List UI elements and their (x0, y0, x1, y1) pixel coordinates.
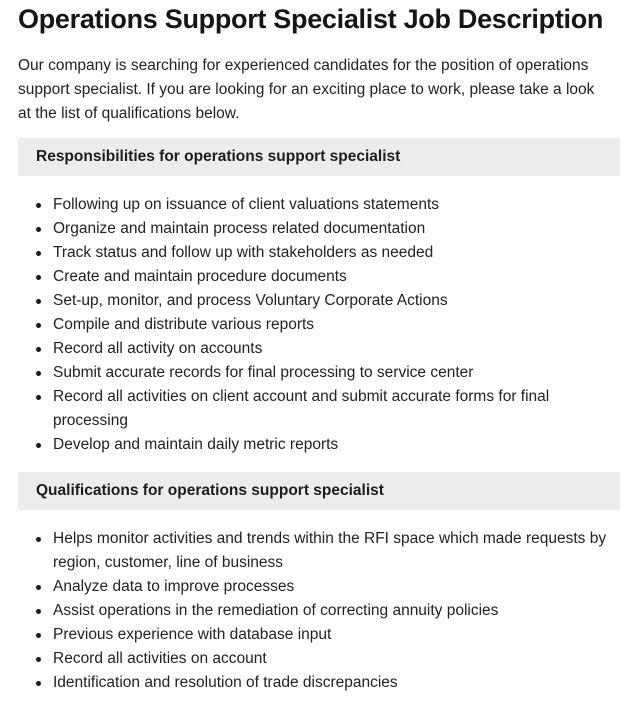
list-item-text: Analyze data to improve processes (53, 578, 295, 595)
list-item-text: Create and maintain procedure documents (53, 268, 347, 285)
list-item-text: Submit accurate records for final processing to service center (53, 364, 474, 381)
list-item (36, 647, 620, 671)
bullet-icon (36, 203, 41, 208)
responsibilities-header (18, 138, 620, 176)
bullet-icon (36, 633, 41, 638)
list-item (36, 527, 620, 575)
list-item (36, 337, 620, 361)
list-item (36, 385, 620, 433)
bullet-icon (36, 585, 41, 590)
list-item (36, 671, 620, 695)
list-item-text: Compile and distribute various reports (53, 316, 315, 333)
list-item (36, 241, 620, 265)
list-item-text: Helps monitor activities and trends within the RFI space which made requests by region, customer, line of business (53, 530, 607, 571)
list-item (36, 575, 620, 599)
list-item (36, 623, 620, 647)
bullet-icon (36, 275, 41, 280)
list-item-text: Organize and maintain process related documentation (53, 220, 426, 237)
intro-paragraph: Our company is searching for experienced candidates for the position of operations support specialist. If you are looking for an exciting place to work, please take a look at the list of qualifications below. (18, 57, 595, 122)
list-item-text: Record all activity on accounts (53, 340, 263, 357)
page-title: Operations Support Specialist Job Description (18, 4, 604, 34)
qualifications-header (18, 472, 620, 510)
bullet-icon (36, 251, 41, 256)
bullet-icon (36, 443, 41, 448)
bullet-icon (36, 609, 41, 614)
bullet-icon (36, 299, 41, 304)
list-item-text: Assist operations in the remediation of correcting annuity policies (53, 602, 499, 619)
list-item-text: Record all activities on account (53, 650, 267, 667)
list-item (36, 313, 620, 337)
list-item (36, 599, 620, 623)
list-item (36, 361, 620, 385)
bullet-icon (36, 657, 41, 662)
bullet-icon (36, 347, 41, 352)
list-item-text: Previous experience with database input (53, 626, 332, 643)
qualifications-list (36, 527, 620, 695)
responsibilities-list (36, 193, 620, 457)
list-item-text: Record all activities on client account and submit accurate forms for final processing (53, 388, 550, 429)
list-item-text: Identification and resolution of trade discrepancies (53, 674, 398, 691)
bullet-icon (36, 323, 41, 328)
bullet-icon (36, 681, 41, 686)
list-item (36, 289, 620, 313)
list-item-text: Track status and follow up with stakeholders as needed (53, 244, 434, 261)
bullet-icon (36, 395, 41, 400)
list-item (36, 433, 620, 457)
list-item (36, 193, 620, 217)
bullet-icon (36, 537, 41, 542)
list-item-text: Develop and maintain daily metric reports (53, 436, 339, 453)
list-item (36, 217, 620, 241)
responsibilities-header-label: Responsibilities for operations support specialist (36, 148, 401, 165)
qualifications-header-label: Qualifications for operations support specialist (36, 482, 384, 499)
bullet-icon (36, 371, 41, 376)
list-item-text: Following up on issuance of client valuations statements (53, 196, 439, 213)
bullet-icon (36, 227, 41, 232)
list-item-text: Set-up, monitor, and process Voluntary Corporate Actions (53, 292, 448, 309)
list-item (36, 265, 620, 289)
